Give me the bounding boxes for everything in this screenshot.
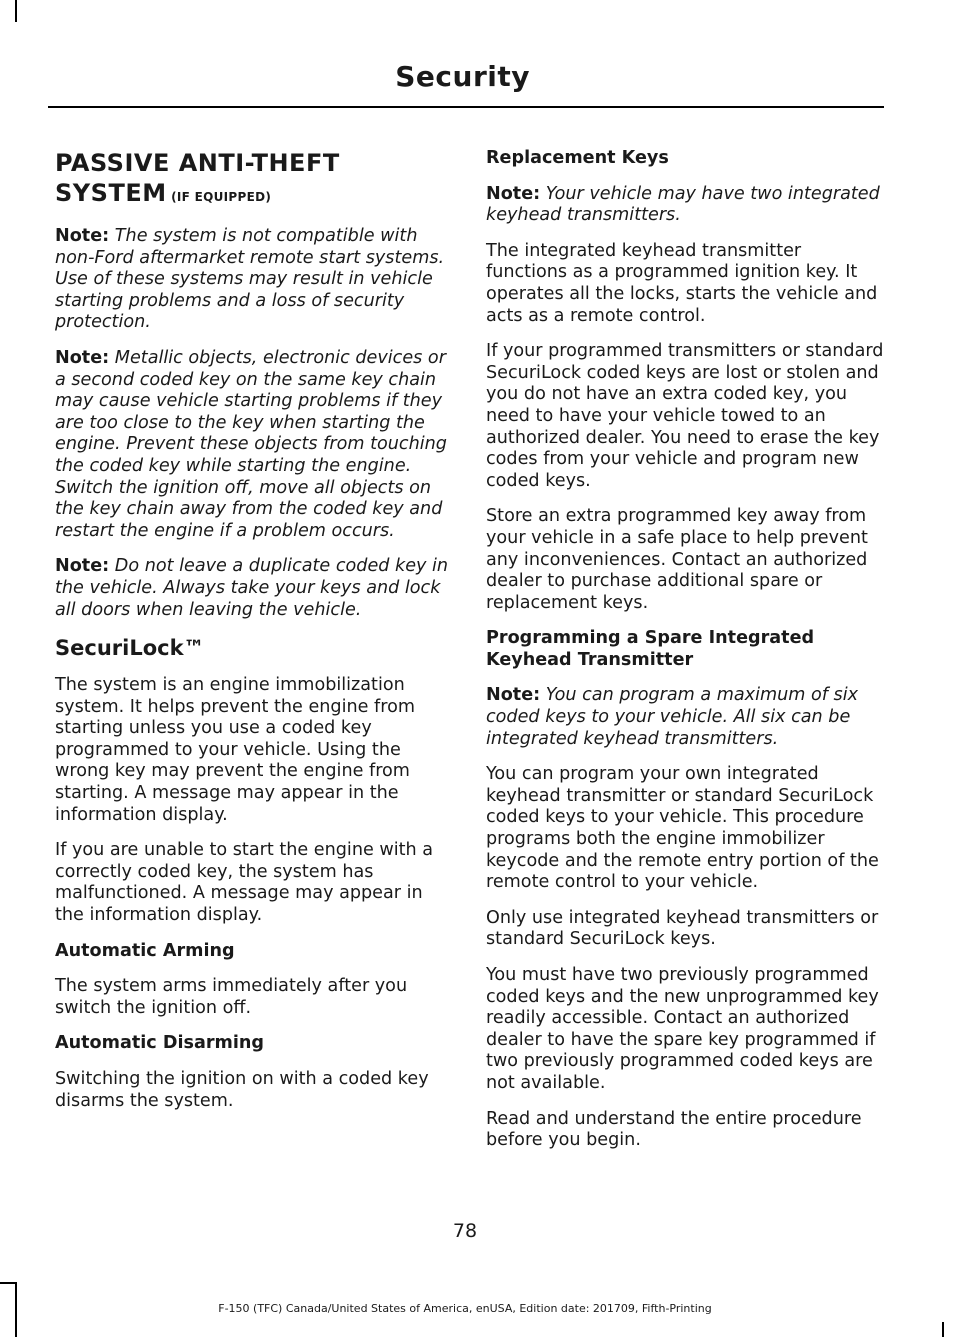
section-heading-securilock: SecuriLock™	[55, 636, 205, 661]
body-paragraph: The system arms immediately after you switch the ignition off.	[55, 976, 408, 1018]
note-label: Note:	[55, 347, 110, 368]
note-paragraph	[55, 226, 453, 334]
note-label: Note:	[486, 685, 541, 706]
crop-mark-top-left	[15, 0, 17, 22]
footer-edition-info: F-150 (TFC) Canada/United States of America, enUSA, Edition date: 201709, Fifth-Printing	[218, 1302, 712, 1315]
right-column	[486, 148, 884, 1166]
body-paragraph: If you are unable to start the engine with a correctly coded key, the system has malfunctioned. A message may appear in the information display.	[55, 840, 434, 926]
note-paragraph	[55, 556, 453, 621]
note-label: Note:	[55, 226, 110, 246]
section-heading-passive-anti-theft	[55, 148, 453, 212]
heading-suffix: (IF EQUIPPED)	[166, 190, 272, 204]
body-paragraph: The system is an engine immobilization system. It helps prevent the engine from starting unless you use a coded key programmed to your vehicle. Using the wrong key may prevent the engine from starting. A message may appear in the information display.	[55, 675, 415, 825]
subheading-replacement-keys: Replacement Keys	[486, 148, 669, 168]
body-paragraph: Read and understand the entire procedure before you begin.	[486, 1108, 862, 1151]
body-paragraph: Store an extra programmed key away from your vehicle in a safe place to help prevent any inconveniences. Contact an authorized dealer to purchase additional spare or replacement keys.	[486, 506, 868, 613]
crop-mark-bottom-left-h	[0, 1282, 17, 1284]
page-number: 78	[452, 1220, 478, 1242]
heading-main: PASSIVE ANTI-THEFT SYSTEM	[55, 149, 340, 207]
note-text: Metallic objects, electronic devices or a second coded key on the same key chain may cause vehicle starting problems if they are too close to the key when starting the engine. Prevent these objects from touching the coded key while starting the engine. Switch the ignition off, move all objects on the key chain away from the coded key and restart the engine if a problem occurs.	[55, 347, 447, 541]
note-paragraph	[486, 184, 884, 227]
note-label: Note:	[55, 556, 110, 577]
note-paragraph	[55, 348, 453, 542]
page-title: Security	[395, 60, 530, 93]
note-label: Note:	[486, 183, 541, 204]
note-text: You can program a maximum of six coded keys to your vehicle. All six can be integrated keyhead transmitters.	[486, 685, 859, 749]
body-paragraph: Switching the ignition on with a coded key disarms the system.	[55, 1069, 429, 1111]
subheading-programming-spare-key: Programming a Spare Integrated Keyhead Transmitter	[486, 628, 815, 670]
note-text: Do not leave a duplicate coded key in the vehicle. Always take your keys and lock all doors when leaving the vehicle.	[55, 556, 449, 620]
note-text: The system is not compatible with non-Ford aftermarket remote start systems. Use of these systems may result in vehicle starting problems and a loss of security protection.	[55, 226, 445, 333]
body-paragraph: The integrated keyhead transmitter functions as a programmed ignition key. It operates all the locks, starts the vehicle and acts as a remote control.	[486, 240, 878, 326]
note-text: Your vehicle may have two integrated keyhead transmitters.	[486, 183, 880, 226]
left-column	[55, 148, 453, 1126]
subheading-automatic-disarming: Automatic Disarming	[55, 1033, 264, 1054]
body-paragraph: If your programmed transmitters or standard SecuriLock coded keys are lost or stolen and you do not have an extra coded key, you need to have your vehicle towed to an authorized dealer. You need to erase the key codes from your vehicle and program new coded keys.	[486, 341, 884, 491]
body-paragraph: Only use integrated keyhead transmitters or standard SecuriLock keys.	[486, 907, 879, 950]
header-divider	[48, 106, 884, 108]
note-paragraph	[486, 685, 884, 750]
subheading-automatic-arming: Automatic Arming	[55, 940, 235, 961]
crop-mark-bottom-right	[942, 1322, 944, 1337]
body-paragraph: You can program your own integrated keyhead transmitter or standard SecuriLock coded keys to your vehicle. This procedure programs both the engine immobilizer keycode and the remote entry portion of the remote control to your vehicle.	[486, 764, 879, 893]
body-paragraph: You must have two previously programmed coded keys and the new unprogrammed key readily accessible. Contact an authorized dealer to have the spare key programmed if two previously programmed coded keys are not available.	[486, 965, 879, 1093]
